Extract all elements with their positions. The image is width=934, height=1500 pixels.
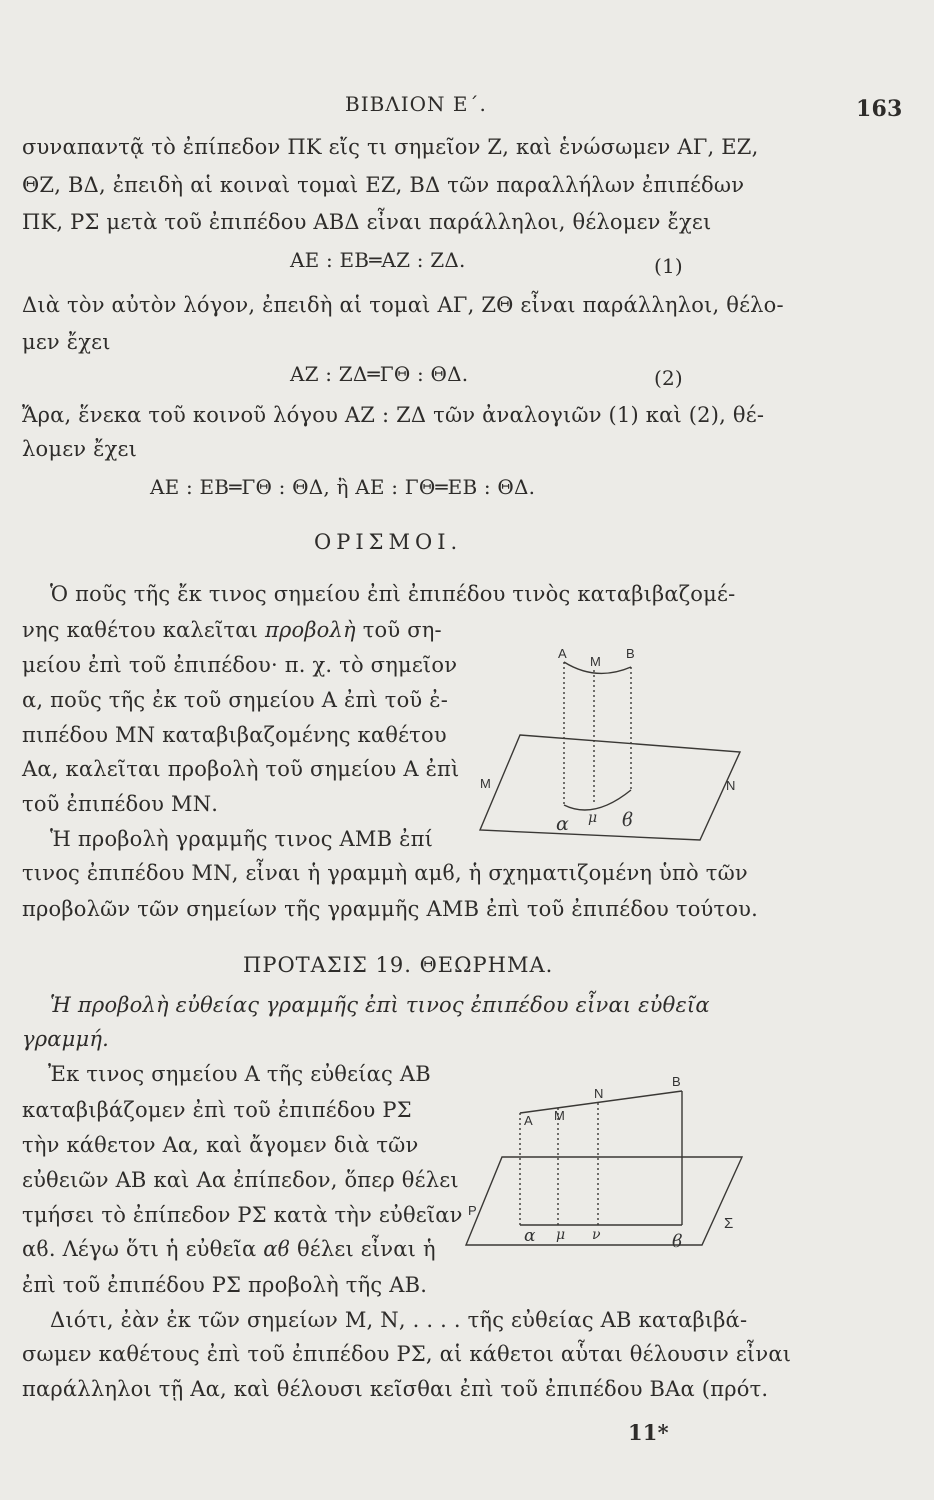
text-line: σωμεν καθέτους ἐπὶ τοῦ ἐπιπέδου ΡΣ, αἱ κάθετοι αὗται θέλουσιν εἶναι xyxy=(22,1342,792,1366)
label-alpha: α xyxy=(556,813,569,835)
text-line: Ἄρα, ἕνεκα τοῦ κοινοῦ λόγου ΑΖ : ΖΔ τῶν ἀναλογιῶν (1) καὶ (2), θέ- xyxy=(22,403,765,427)
statement-line: Ἡ προβολὴ εὐθείας γραμμῆς ἐπὶ τινος ἐπιπέδου εἶναι εὐθεῖα xyxy=(50,993,710,1017)
label-M-plane: M xyxy=(480,776,491,791)
statement-line: γραμμή. xyxy=(22,1027,110,1051)
page-number: 163 xyxy=(856,96,903,122)
label-Sigma: Σ xyxy=(724,1215,734,1232)
text-span: αϐ. Λέγω ὅτι ἡ εὐθεῖα xyxy=(22,1237,264,1261)
text-line: Διὰ τὸν αὐτὸν λόγον, ἐπειδὴ αἱ τομαὶ ΑΓ, ΖΘ εἶναι παράλληλοι, θέλο- xyxy=(22,293,784,317)
figure-projection-curve xyxy=(476,640,746,850)
label-M: M xyxy=(554,1108,565,1123)
text-line: τμήσει τὸ ἐπίπεδον ΡΣ κατὰ τὴν εὐθεῖαν xyxy=(22,1203,463,1227)
label-mu: μ xyxy=(588,810,598,826)
label-B: B xyxy=(626,646,635,661)
signature-mark: 11* xyxy=(628,1420,669,1445)
figure-projection-line xyxy=(462,1065,747,1280)
equation-1: ΑΕ : ΕΒ═ΑΖ : ΖΔ. xyxy=(290,248,466,272)
equation-3: ΑΕ : ΕΒ═ΓΘ : ΘΔ, ἢ ΑΕ : ΓΘ═ΕΒ : ΘΔ. xyxy=(150,475,536,499)
text-line: Διότι, ἐὰν ἐκ τῶν σημείων Μ, Ν, . . . . τῆς εὐθείας ΑΒ καταβιβά- xyxy=(50,1308,748,1332)
proposition-heading: ΠΡΟΤΑΣΙΣ 19. ΘΕΩΡΗΜΑ. xyxy=(243,953,554,977)
text-line: τινος ἐπιπέδου ΜΝ, εἶναι ἡ γραμμὴ αμϐ, ἡ σχηματιζομένη ὑπὸ τῶν xyxy=(22,861,748,885)
plane-mn xyxy=(480,735,740,840)
label-alpha: α xyxy=(524,1226,536,1246)
label-A: A xyxy=(524,1113,533,1128)
text-line: Ὁ ποῦς τῆς ἔκ τινος σημείου ἐπὶ ἐπιπέδου τινὸς καταβιβαζομέ- xyxy=(50,582,736,606)
label-mu: μ xyxy=(556,1227,566,1243)
text-line xyxy=(22,1237,436,1261)
text-line: α, ποῦς τῆς ἐκ τοῦ σημείου Α ἐπὶ τοῦ ἐ- xyxy=(22,688,449,712)
text-span: νης καθέτου καλεῖται xyxy=(22,618,265,642)
text-line: ΠΚ, ΡΣ μετὰ τοῦ ἐπιπέδου ΑΒΔ εἶναι παράλληλοι, θέλομεν ἔχει xyxy=(22,210,712,234)
text-line: λομεν ἔχει xyxy=(22,437,138,461)
text-line: παράλληλοι τῇ Αα, καὶ θέλουσι κεῖσθαι ἐπὶ τοῦ ἐπιπέδου ΒΑα (πρότ. xyxy=(22,1377,769,1401)
curve-projection xyxy=(564,790,631,810)
text-line xyxy=(22,618,442,642)
text-line: Αα, καλεῖται προβολὴ τοῦ σημείου Α ἐπὶ xyxy=(22,757,460,781)
label-N: N xyxy=(594,1086,604,1101)
text-line: τοῦ ἐπιπέδου ΜΝ. xyxy=(22,792,219,816)
text-line: μείου ἐπὶ τοῦ ἐπιπέδου· π. χ. τὸ σημεῖον xyxy=(22,653,458,677)
equation-2-number: (2) xyxy=(654,366,683,390)
italic-term: αϐ xyxy=(263,1237,291,1261)
label-A: A xyxy=(558,646,567,661)
label-N-plane: N xyxy=(726,778,736,793)
label-B: B xyxy=(672,1074,681,1089)
plane-ps xyxy=(466,1157,742,1245)
label-beta: ϐ xyxy=(622,809,634,831)
label-M: M xyxy=(590,654,601,669)
equation-2: ΑΖ : ΖΔ═ΓΘ : ΘΔ. xyxy=(290,362,469,386)
label-nu: ν xyxy=(592,1227,601,1243)
text-line: εὐθειῶν ΑΒ καὶ Αα ἐπίπεδον, ὅπερ θέλει xyxy=(22,1168,459,1192)
text-line: συναπαντᾷ τὸ ἐπίπεδον ΠΚ εἴς τι σημεῖον Ζ, καὶ ἑνώσωμεν ΑΓ, ΕΖ, xyxy=(22,135,759,159)
italic-term: προβολὴ xyxy=(264,618,356,642)
section-heading-definitions: ΟΡΙΣΜΟΙ. xyxy=(314,530,463,554)
text-line: προβολῶν τῶν σημείων τῆς γραμμῆς ΑΜΒ ἐπὶ τοῦ ἐπιπέδου τούτου. xyxy=(22,897,759,921)
label-beta: ϐ xyxy=(672,1231,683,1252)
label-P: P xyxy=(468,1203,477,1218)
text-span: θέλει εἶναι ἡ xyxy=(290,1237,436,1261)
equation-1-number: (1) xyxy=(654,254,683,278)
running-header: ΒΙΒΛΙΟΝ Ε΄. xyxy=(345,92,487,116)
text-line: ΘΖ, ΒΔ, ἐπειδὴ αἱ κοιναὶ τομαὶ ΕΖ, ΒΔ τῶν παραλλήλων ἐπιπέδων xyxy=(22,173,745,197)
text-line: καταβιβάζομεν ἐπὶ τοῦ ἐπιπέδου ΡΣ xyxy=(22,1098,412,1122)
text-line: πιπέδου ΜΝ καταβιβαζομένης καθέτου xyxy=(22,723,447,747)
text-line: ἐπὶ τοῦ ἐπιπέδου ΡΣ προβολὴ τῆς ΑΒ. xyxy=(22,1273,428,1297)
text-line: τὴν κάθετον Αα, καὶ ἄγομεν διὰ τῶν xyxy=(22,1133,419,1157)
text-line: μεν ἔχει xyxy=(22,330,111,354)
text-line: Ἐκ τινος σημείου Α τῆς εὐθείας ΑΒ xyxy=(48,1062,431,1086)
text-span: τοῦ ση- xyxy=(355,618,442,642)
text-line: Ἡ προβολὴ γραμμῆς τινος ΑΜΒ ἐπί xyxy=(50,827,434,851)
